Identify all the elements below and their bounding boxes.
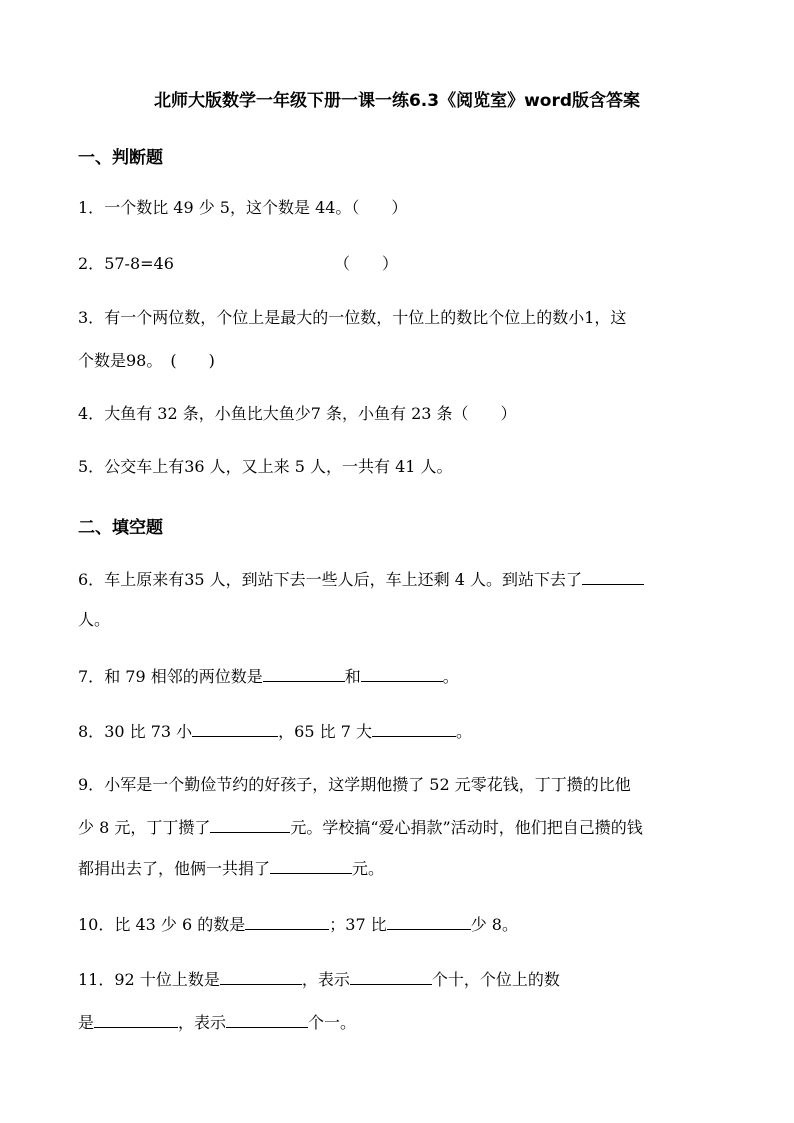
question-9-line-2 <box>78 816 643 838</box>
question-number: 10． <box>78 915 115 934</box>
answer-blank[interactable] <box>220 968 302 985</box>
answer-blank[interactable] <box>192 720 278 737</box>
question-10 <box>78 913 518 935</box>
question-text: 92 十位上数是 <box>114 970 220 989</box>
answer-blank[interactable] <box>210 816 290 833</box>
question-number: 3． <box>78 308 105 327</box>
question-number: 8． <box>78 722 105 741</box>
question-7 <box>78 665 459 687</box>
question-text: 个十，个位上的数 <box>431 970 560 989</box>
question-text: 元。 <box>352 859 385 878</box>
question-text: 和 79 相邻的两位数是 <box>104 667 263 686</box>
question-11-line-1 <box>78 968 560 990</box>
answer-blank[interactable] <box>350 968 432 985</box>
question-number: 2． <box>78 254 105 273</box>
question-4 <box>78 404 517 424</box>
question-text: 。 <box>455 722 472 741</box>
question-text: 小军是一个勤俭节约的好孩子，这学期他攒了 52 元零花钱，丁丁攒的比他 <box>104 775 631 794</box>
question-text: 公交车上有36 人，又上来 5 人，一共有 41 人。 <box>104 457 453 476</box>
question-text: 个数是98。 ( ) <box>78 351 215 370</box>
question-3-line-2 <box>78 351 215 371</box>
answer-blank[interactable] <box>94 1011 178 1028</box>
question-text: 30 比 73 小 <box>104 722 193 741</box>
question-1 <box>78 198 407 218</box>
question-text: ，65 比 7 大 <box>278 722 372 741</box>
answer-blank[interactable] <box>226 1011 308 1028</box>
question-number: 6． <box>78 570 105 589</box>
answer-blank[interactable] <box>582 568 644 585</box>
document-title: 北师大版数学一年级下册一课一练6.3《阅览室》word版含答案 <box>153 91 641 111</box>
question-text: ；37 比 <box>329 915 387 934</box>
question-text: 少 8。 <box>470 915 518 934</box>
question-number: 4． <box>78 404 105 423</box>
question-text: 是 <box>78 1013 95 1032</box>
question-number: 11． <box>78 970 115 989</box>
answer-blank[interactable] <box>270 857 352 874</box>
question-6-line-2 <box>78 610 110 630</box>
answer-blank[interactable] <box>372 720 456 737</box>
section-heading-fill-blank: 二、填空题 <box>78 518 163 538</box>
question-text: 个一。 <box>308 1013 357 1032</box>
answer-parentheses: （ ） <box>334 254 399 273</box>
question-text: 比 43 少 6 的数是 <box>114 915 246 934</box>
answer-blank[interactable] <box>361 665 443 682</box>
question-text: 。 <box>442 667 459 686</box>
question-text: 有一个两位数，个位上是最大的一位数，十位上的数比个位上的数小1，这 <box>104 308 627 327</box>
answer-blank[interactable] <box>245 913 329 930</box>
question-8 <box>78 720 472 742</box>
question-3-line-1 <box>78 308 626 328</box>
question-number: 9． <box>78 775 105 794</box>
question-text: ，表示 <box>301 970 350 989</box>
question-text: 都捐出去了，他俩一共捐了 <box>78 859 271 878</box>
question-9-line-3 <box>78 857 384 879</box>
question-6-line-1 <box>78 568 644 590</box>
section-heading-judgement: 一、判断题 <box>78 148 163 168</box>
question-text: ，表示 <box>178 1013 227 1032</box>
question-text: 一个数比 49 少 5，这个数是 44。（ ） <box>104 198 408 217</box>
question-text: 大鱼有 32 条，小鱼比大鱼少7 条，小鱼有 23 条（ ） <box>104 404 517 423</box>
question-11-line-2 <box>78 1011 356 1033</box>
question-text: 元。学校搞“爱心捐款”活动时，他们把自己攒的钱 <box>290 818 643 837</box>
question-text: 人。 <box>78 610 111 629</box>
question-9-line-1 <box>78 775 631 795</box>
question-text: 车上原来有35 人，到站下去一些人后，车上还剩 4 人。到站下去了 <box>104 570 582 589</box>
question-2 <box>78 254 399 274</box>
answer-blank[interactable] <box>263 665 345 682</box>
question-5 <box>78 457 453 477</box>
question-number: 7． <box>78 667 105 686</box>
question-text: 57-8=46 <box>104 254 174 273</box>
answer-blank[interactable] <box>387 913 471 930</box>
question-number: 1． <box>78 198 105 217</box>
question-text: 和 <box>344 667 361 686</box>
question-text: 少 8 元，丁丁攒了 <box>78 818 211 837</box>
question-number: 5． <box>78 457 105 476</box>
